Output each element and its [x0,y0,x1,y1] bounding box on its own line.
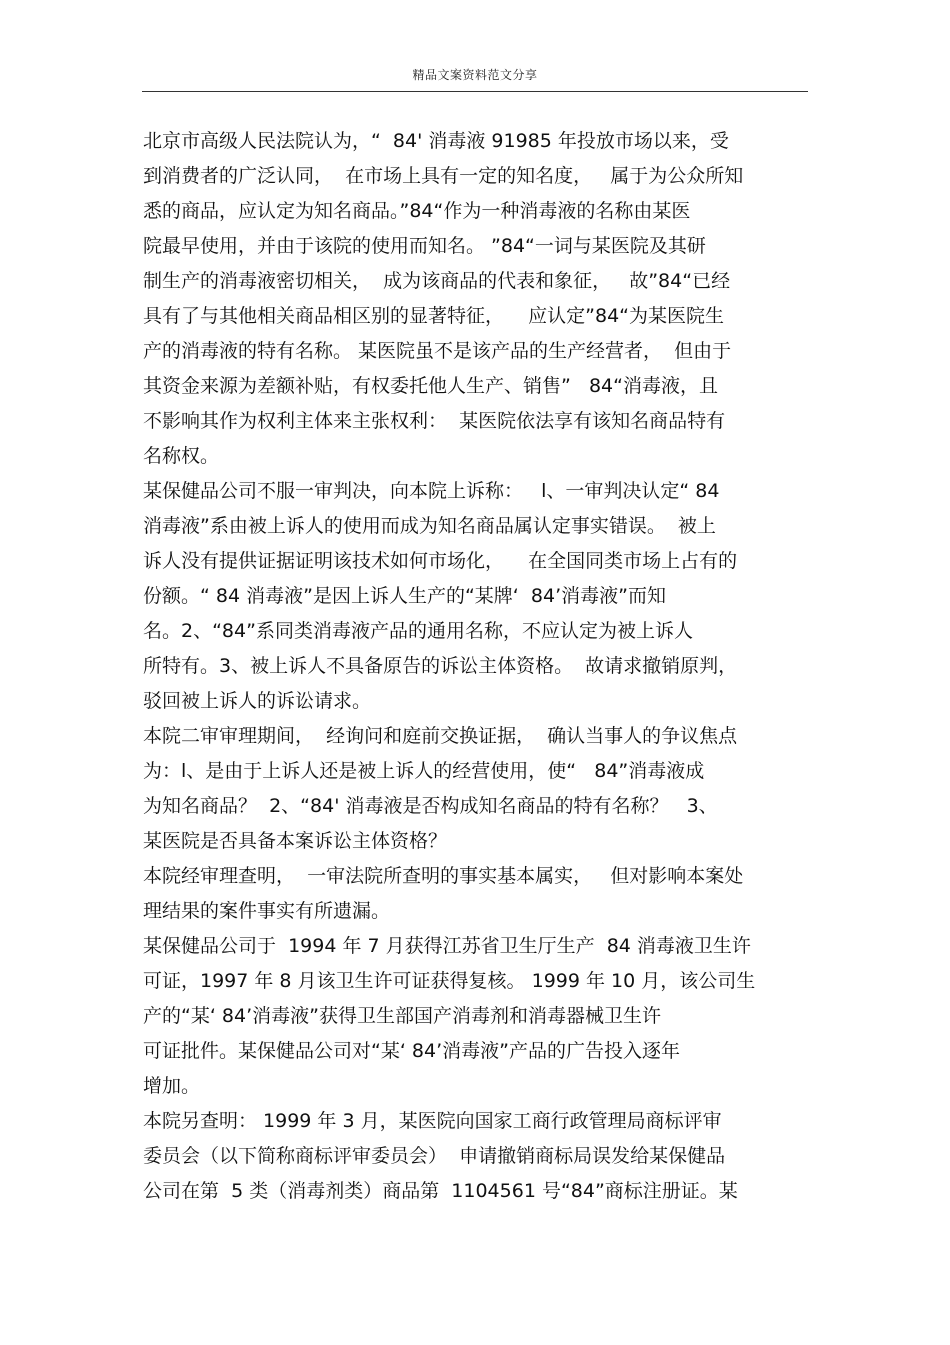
text-line: 某医院是否具备本案诉讼主体资格？ [143,830,448,852]
text-line: 本院二审审理期间， 经询问和庭前交换证据， 确认当事人的争议焦点 [143,725,738,747]
text-line: 为知名商品？ 2、“84' 消毒液是否构成知名商品的特有名称？ 3、 [143,795,718,817]
text-line: 到消费者的广泛认同， 在市场上具有一定的知名度， 属于为公众所知 [143,165,744,187]
text-line: 本院另查明： 1999 年 3 月，某医院向国家工商行政管理局商标评审 [143,1110,722,1132]
text-line: 理结果的案件事实有所遗漏。 [143,900,391,922]
header-divider [142,91,808,92]
text-line: 名。2、“84”系同类消毒液产品的通用名称，不应认定为被上诉人 [143,620,693,642]
text-line: 为：l、是由于上诉人还是被上诉人的经营使用，使“ 84”消毒液成 [143,760,705,782]
document-body [143,124,809,1209]
text-line: 产的“某‘ 84’消毒液”获得卫生部国产消毒剂和消毒器械卫生许 [143,1005,661,1027]
text-line: 本院经审理查明， 一审法院所查明的事实基本属实， 但对影响本案处 [143,865,744,887]
text-line: 诉人没有提供证据证明该技术如何市场化， 在全国同类市场上占有的 [143,550,738,572]
text-line: 公司在第 5 类（消毒剂类）商品第 1104561 号“84”商标注册证。某 [143,1180,738,1202]
text-line: 悉的商品，应认定为知名商品。”84“作为一种消毒液的名称由某医 [143,200,691,222]
text-line: 消毒液”系由被上诉人的使用而成为知名商品属认定事实错误。 被上 [143,515,716,537]
text-line: 可证批件。某保健品公司对“某‘ 84’消毒液”产品的广告投入逐年 [143,1040,680,1062]
text-line: 制生产的消毒液密切相关， 成为该商品的代表和象征， 故”84“已经 [143,270,731,292]
text-line: 北京市高级人民法院认为，“ 84' 消毒液 91985 年投放市场以来，受 [143,130,729,152]
text-line: 增加。 [143,1075,201,1097]
text-line: 可证，1997 年 8 月该卫生许可证获得复核。 1999 年 10 月，该公司生 [143,970,756,992]
text-line: 驳回被上诉人的诉讼请求。 [143,690,372,712]
page-header: 精品文案资料范文分享 [412,68,538,82]
text-line: 某保健品公司于 1994 年 7 月获得江苏省卫生厅生产 84 消毒液卫生许 [143,935,751,957]
text-line: 具有了与其他相关商品相区别的显著特征， 应认定”84“为某医院生 [143,305,725,327]
text-line: 院最早使用，并由于该院的使用而知名。 ”84“一词与某医院及其研 [143,235,706,257]
text-line: 产的消毒液的特有名称。 某医院虽不是该产品的生产经营者， 但由于 [143,340,732,362]
text-line: 份额。“ 84 消毒液”是因上诉人生产的“某牌‘ 84’消毒液”而知 [143,585,666,607]
text-line: 名称权。 [143,445,220,467]
text-line: 不影响其作为权利主体来主张权利： 某医院依法享有该知名商品特有 [143,410,726,432]
text-line: 某保健品公司不服一审判决，向本院上诉称： l、一审判决认定“ 84 [143,480,720,502]
text-line: 其资金来源为差额补贴，有权委托他人生产、销售” 84“消毒液，且 [143,375,718,397]
text-line: 委员会（以下简称商标评审委员会） 申请撤销商标局误发给某保健品 [143,1145,726,1167]
text-line: 所特有。3、被上诉人不具备原告的诉讼主体资格。 故请求撤销原判， [143,655,738,677]
